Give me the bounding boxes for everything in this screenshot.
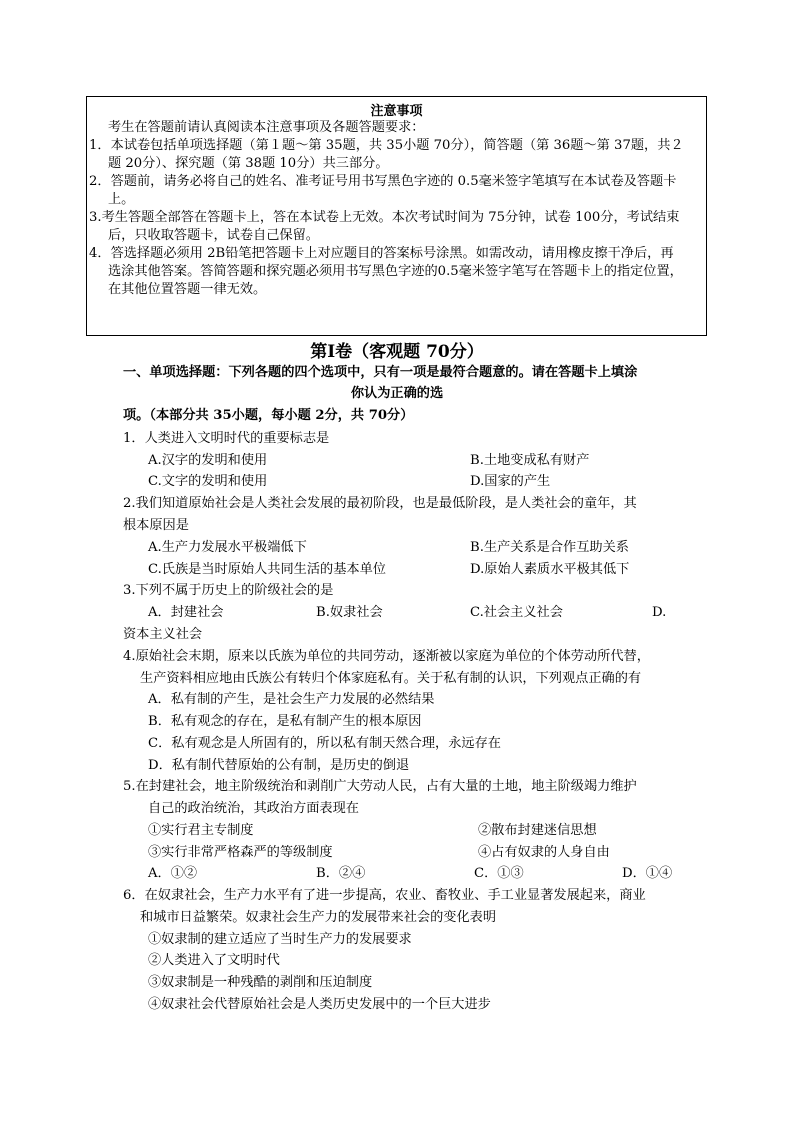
q5-statement-3: ③实行非常严格森严的等级制度	[148, 845, 333, 860]
q6-statement-2: ②人类进入了文明时代	[148, 953, 280, 968]
q4-option-b: B．私有观念的存在，是私有制产生的根本原因	[148, 714, 422, 729]
q4-option-a: A．私有制的产生，是社会生产力发展的必然结果	[148, 692, 435, 707]
q2-stem-2: 根本原因是	[123, 518, 189, 533]
q5-statement-1: ①实行君主专制度	[148, 823, 254, 838]
q1-option-c: C.文字的发明和使用	[148, 474, 268, 489]
q4-stem-2: 生产资料相应地由氏族公有转归个体家庭私有。关于私有制的认识，下列观点正确的有	[140, 671, 642, 686]
q5-stem-2: 自己的政治统治，其政治方面表现在	[148, 801, 359, 816]
q6-stem-2: 和城市日益繁荣。奴隶社会生产力的发展带来社会的变化表明	[140, 910, 497, 925]
q3-option-d: D.	[652, 605, 667, 620]
q6-statement-3: ③奴隶制是一种残酷的剥削和压迫制度	[148, 975, 373, 990]
q1-option-b: B.土地变成私有财产	[470, 453, 590, 468]
q3-option-a: A．封建社会	[148, 605, 224, 620]
q2-option-d: D.原始人素质水平极其低下	[470, 562, 630, 577]
q4-option-d: D．私有制代替原始的公有制，是历史的倒退	[148, 758, 410, 773]
q4-stem-1: 4.原始社会末期，原来以氏族为单位的共同劳动，逐渐被以家庭为单位的个体劳动所代替，	[123, 649, 650, 664]
q5-option-b: B．②④	[316, 866, 366, 881]
q3-option-d-text: 资本主义社会	[123, 627, 203, 642]
section-instruction-1: 一、单项选择题：下列各题的四个选项中，只有一项是最符合题意的。请在答题卡上填涂	[123, 365, 638, 380]
notice-line-6: 后，只收取答题卡，试卷自己保留。	[108, 228, 319, 243]
q5-statement-4: ④占有奴隶的人身自由	[478, 845, 610, 860]
q6-stem-1: 6．在奴隶社会，生产力水平有了进一步提高，农业、畜牧业、手工业显著发展起来，商业	[123, 888, 646, 903]
section-instruction-2: 你认为正确的选	[350, 386, 444, 401]
section-title: 第Ⅰ卷（客观题 70分）	[310, 342, 484, 362]
q5-option-d: D．①④	[622, 866, 673, 881]
q2-option-a: A.生产力发展水平极端低下	[148, 540, 307, 555]
q1-stem: 1．人类进入文明时代的重要标志是	[123, 431, 330, 446]
q2-stem-1: 2.我们知道原始社会是人类社会发展的最初阶段，也是最低阶段，是人类社会的童年，其	[123, 496, 637, 511]
q3-option-b: B.奴隶社会	[316, 605, 383, 620]
notice-intro: 考生在答题前请认真阅读本注意事项及各题答题要求：	[108, 120, 425, 135]
q3-stem: 3.下列不属于历史上的阶级社会的是	[123, 583, 334, 598]
q3-option-c: C.社会主义社会	[470, 605, 563, 620]
q6-statement-4: ④奴隶社会代替原始社会是人类历史发展中的一个巨大进步	[148, 997, 491, 1012]
q5-option-c: C．①③	[474, 866, 524, 881]
section-instruction-3: 项。（本部分共 35小题，每小题 2分，共 70分）	[123, 408, 414, 423]
notice-line-9: 在其他位置答题一律无效。	[108, 282, 267, 297]
notice-title: 注意事项	[370, 104, 423, 119]
q6-statement-1: ①奴隶制的建立适应了当时生产力的发展要求	[148, 932, 412, 947]
q1-option-d: D.国家的产生	[470, 474, 551, 489]
notice-line-4: 上。	[108, 192, 135, 207]
q5-stem-1: 5.在封建社会，地主阶级统治和剥削广大劳动人民，占有大量的土地，地主阶级竭力维护	[123, 779, 637, 794]
notice-line-1: 1．本试卷包括单项选择题（第１题～第 35题，共 35小题 70分），简答题（第 36题～第 37题，共２	[89, 138, 684, 153]
notice-line-3: 2．答题前，请务必将自己的姓名、准考证号用书写黑色字迹的 0.5毫米签字笔填写在本试卷及答题卡	[89, 174, 677, 189]
q5-option-a: A．①②	[148, 866, 198, 881]
q1-option-a: A.汉字的发明和使用	[148, 453, 268, 468]
q5-statement-2: ②散布封建迷信思想	[478, 823, 597, 838]
q2-option-c: C.氏族是当时原始人共同生活的基本单位	[148, 562, 386, 577]
q4-option-c: C．私有观念是人所固有的，所以私有制天然合理，永远存在	[148, 736, 501, 751]
q2-option-b: B.生产关系是合作互助关系	[470, 540, 629, 555]
notice-line-5: 3.考生答题全部答在答题卡上，答在本试卷上无效。本次考试时间为 75分钟，试卷 100分，考试结束	[89, 210, 680, 225]
notice-line-2: 题 20分）、探究题（第 38题 10分）共三部分。	[108, 156, 389, 171]
notice-line-7: 4．答选择题必须用 2B铅笔把答题卡上对应题目的答案标号涂黑。如需改动，请用橡皮擦干净后，再	[89, 246, 674, 261]
notice-line-8: 选涂其他答案。答简答题和探究题必须用书写黑色字迹的0.5毫米签字笔写在答题卡上的指定位置，	[108, 264, 683, 279]
